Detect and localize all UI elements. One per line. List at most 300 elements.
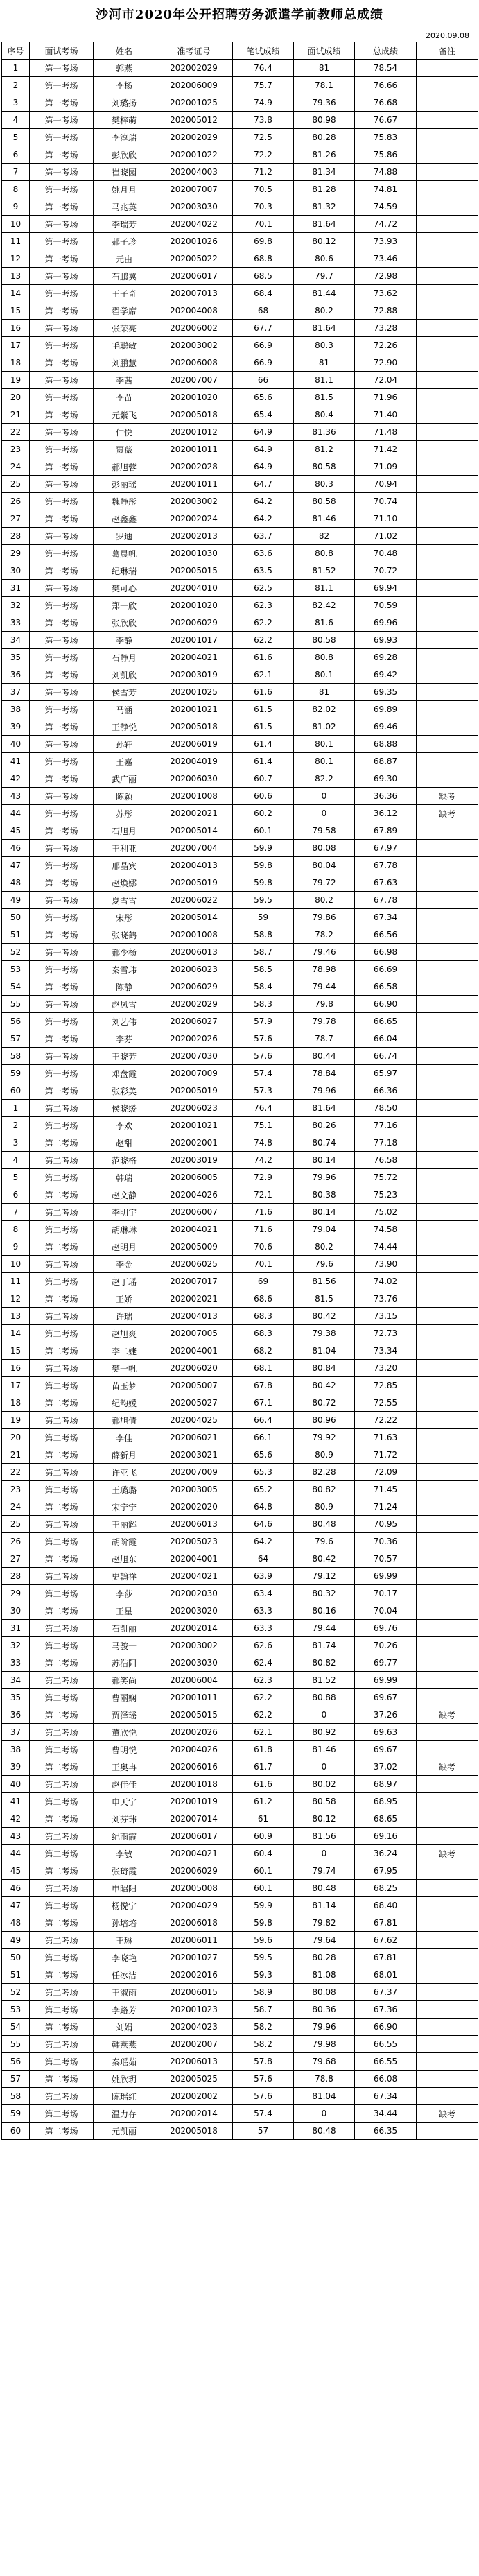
table-row bbox=[2, 1065, 478, 1082]
cell-total-score: 72.26 bbox=[355, 337, 417, 354]
cell-written-score: 66 bbox=[233, 372, 294, 389]
cell-room: 第二考场 bbox=[30, 1637, 94, 1654]
cell-ticket: 202004025 bbox=[155, 1412, 233, 1429]
cell-interview-score: 81.5 bbox=[294, 389, 355, 406]
cell-written-score: 58.2 bbox=[233, 2019, 294, 2036]
cell-written-score: 58.3 bbox=[233, 996, 294, 1013]
cell-remarks bbox=[417, 129, 478, 146]
cell-interview-score: 80.58 bbox=[294, 493, 355, 510]
cell-room: 第一考场 bbox=[30, 874, 94, 892]
cell-index: 2 bbox=[2, 77, 30, 94]
cell-room: 第一考场 bbox=[30, 233, 94, 250]
table-row bbox=[2, 233, 478, 250]
cell-remarks bbox=[417, 94, 478, 112]
cell-interview-score: 78.2 bbox=[294, 926, 355, 944]
cell-remarks bbox=[417, 1464, 478, 1481]
cell-written-score: 57.4 bbox=[233, 1065, 294, 1082]
cell-interview-score: 79.96 bbox=[294, 2019, 355, 2036]
cell-interview-score: 80.28 bbox=[294, 1949, 355, 1966]
cell-ticket: 202001030 bbox=[155, 545, 233, 562]
cell-remarks bbox=[417, 926, 478, 944]
cell-name: 纪韵媛 bbox=[94, 1394, 155, 1412]
cell-interview-score: 81.1 bbox=[294, 580, 355, 597]
cell-interview-score: 82.42 bbox=[294, 597, 355, 614]
cell-name: 李晓艳 bbox=[94, 1949, 155, 1966]
cell-ticket: 202002030 bbox=[155, 1585, 233, 1602]
cell-ticket: 202006009 bbox=[155, 77, 233, 94]
cell-name: 张荣亮 bbox=[94, 320, 155, 337]
cell-written-score: 72.1 bbox=[233, 1186, 294, 1204]
cell-room: 第二考场 bbox=[30, 1550, 94, 1568]
cell-interview-score: 80.14 bbox=[294, 1204, 355, 1221]
cell-written-score: 64.9 bbox=[233, 424, 294, 441]
cell-remarks bbox=[417, 476, 478, 493]
cell-index: 17 bbox=[2, 1377, 30, 1394]
cell-index: 22 bbox=[2, 1464, 30, 1481]
cell-total-score: 66.04 bbox=[355, 1030, 417, 1048]
header-written-score: 笔试成绩 bbox=[233, 42, 294, 60]
cell-name: 罗迪 bbox=[94, 528, 155, 545]
cell-name: 孙轩 bbox=[94, 736, 155, 753]
cell-written-score: 61.4 bbox=[233, 753, 294, 770]
cell-interview-score: 0 bbox=[294, 1758, 355, 1776]
cell-written-score: 76.4 bbox=[233, 1100, 294, 1117]
cell-interview-score: 82 bbox=[294, 528, 355, 545]
cell-room: 第二考场 bbox=[30, 2105, 94, 2123]
cell-ticket: 202005019 bbox=[155, 1082, 233, 1100]
table-row bbox=[2, 649, 478, 666]
cell-total-score: 68.40 bbox=[355, 1897, 417, 1914]
cell-name: 崔晓园 bbox=[94, 164, 155, 181]
cell-total-score: 74.88 bbox=[355, 164, 417, 181]
cell-room: 第一考场 bbox=[30, 718, 94, 736]
cell-remarks bbox=[417, 1065, 478, 1082]
cell-index: 58 bbox=[2, 2088, 30, 2105]
cell-written-score: 68.2 bbox=[233, 1342, 294, 1360]
cell-room: 第二考场 bbox=[30, 2019, 94, 2036]
cell-ticket: 202007009 bbox=[155, 1464, 233, 1481]
cell-index: 26 bbox=[2, 493, 30, 510]
cell-written-score: 62.2 bbox=[233, 1689, 294, 1706]
cell-remarks bbox=[417, 1100, 478, 1117]
cell-index: 57 bbox=[2, 1030, 30, 1048]
cell-room: 第一考场 bbox=[30, 736, 94, 753]
cell-interview-score: 79.6 bbox=[294, 1256, 355, 1273]
cell-written-score: 62.2 bbox=[233, 632, 294, 649]
cell-ticket: 202004029 bbox=[155, 1897, 233, 1914]
cell-total-score: 77.18 bbox=[355, 1134, 417, 1152]
cell-room: 第二考场 bbox=[30, 1984, 94, 2001]
cell-room: 第二考场 bbox=[30, 1498, 94, 1516]
cell-total-score: 72.85 bbox=[355, 1377, 417, 1394]
cell-remarks bbox=[417, 1325, 478, 1342]
cell-total-score: 69.99 bbox=[355, 1672, 417, 1689]
table-row bbox=[2, 198, 478, 216]
cell-name: 薛新月 bbox=[94, 1446, 155, 1464]
cell-remarks bbox=[417, 337, 478, 354]
cell-interview-score: 79.72 bbox=[294, 874, 355, 892]
table-row bbox=[2, 978, 478, 996]
cell-room: 第一考场 bbox=[30, 1030, 94, 1048]
cell-ticket: 202003019 bbox=[155, 666, 233, 684]
table-row bbox=[2, 580, 478, 597]
cell-room: 第二考场 bbox=[30, 1169, 94, 1186]
cell-ticket: 202006011 bbox=[155, 1932, 233, 1949]
cell-name: 元由 bbox=[94, 250, 155, 268]
cell-name: 元紫飞 bbox=[94, 406, 155, 424]
cell-ticket: 202005018 bbox=[155, 406, 233, 424]
table-row bbox=[2, 1984, 478, 2001]
cell-total-score: 73.15 bbox=[355, 1308, 417, 1325]
cell-ticket: 202006029 bbox=[155, 978, 233, 996]
table-row bbox=[2, 1880, 478, 1897]
cell-index: 12 bbox=[2, 1290, 30, 1308]
cell-index: 52 bbox=[2, 944, 30, 961]
cell-ticket: 202005018 bbox=[155, 2123, 233, 2140]
cell-index: 49 bbox=[2, 892, 30, 909]
cell-index: 25 bbox=[2, 476, 30, 493]
cell-ticket: 202001011 bbox=[155, 1689, 233, 1706]
cell-interview-score: 78.8 bbox=[294, 2071, 355, 2088]
table-row bbox=[2, 441, 478, 458]
cell-remarks bbox=[417, 2088, 478, 2105]
cell-ticket: 202005025 bbox=[155, 2071, 233, 2088]
cell-room: 第二考场 bbox=[30, 1117, 94, 1134]
cell-index: 1 bbox=[2, 1100, 30, 1117]
cell-index: 18 bbox=[2, 354, 30, 372]
cell-index: 40 bbox=[2, 736, 30, 753]
cell-room: 第二考场 bbox=[30, 1949, 94, 1966]
cell-name: 石旭月 bbox=[94, 822, 155, 840]
cell-written-score: 59.8 bbox=[233, 1914, 294, 1932]
cell-total-score: 66.35 bbox=[355, 2123, 417, 2140]
cell-interview-score: 81.36 bbox=[294, 424, 355, 441]
table-row bbox=[2, 1342, 478, 1360]
cell-total-score: 67.97 bbox=[355, 840, 417, 857]
cell-room: 第一考场 bbox=[30, 528, 94, 545]
cell-name: 侯晓缓 bbox=[94, 1100, 155, 1117]
cell-index: 11 bbox=[2, 233, 30, 250]
cell-interview-score: 80.82 bbox=[294, 1654, 355, 1672]
cell-written-score: 57.6 bbox=[233, 2071, 294, 2088]
cell-total-score: 68.65 bbox=[355, 1810, 417, 1828]
cell-interview-score: 81.74 bbox=[294, 1637, 355, 1654]
cell-index: 60 bbox=[2, 2123, 30, 2140]
cell-index: 54 bbox=[2, 978, 30, 996]
table-row bbox=[2, 268, 478, 285]
cell-room: 第一考场 bbox=[30, 1065, 94, 1082]
cell-room: 第一考场 bbox=[30, 684, 94, 701]
cell-total-score: 68.87 bbox=[355, 753, 417, 770]
cell-written-score: 58.4 bbox=[233, 978, 294, 996]
cell-total-score: 69.77 bbox=[355, 1654, 417, 1672]
table-row bbox=[2, 510, 478, 528]
cell-index: 10 bbox=[2, 216, 30, 233]
cell-room: 第一考场 bbox=[30, 112, 94, 129]
cell-written-score: 66.1 bbox=[233, 1429, 294, 1446]
cell-total-score: 66.55 bbox=[355, 2053, 417, 2071]
cell-ticket: 202004021 bbox=[155, 1845, 233, 1862]
cell-written-score: 61.6 bbox=[233, 1776, 294, 1793]
cell-name: 樊梓萌 bbox=[94, 112, 155, 129]
cell-written-score: 74.9 bbox=[233, 94, 294, 112]
cell-interview-score: 78.1 bbox=[294, 77, 355, 94]
cell-written-score: 64.8 bbox=[233, 1498, 294, 1516]
cell-remarks bbox=[417, 1152, 478, 1169]
cell-ticket: 202006030 bbox=[155, 770, 233, 788]
cell-written-score: 67.1 bbox=[233, 1394, 294, 1412]
cell-room: 第一考场 bbox=[30, 164, 94, 181]
cell-room: 第二考场 bbox=[30, 1325, 94, 1342]
cell-interview-score: 79.68 bbox=[294, 2053, 355, 2071]
cell-written-score: 60.1 bbox=[233, 822, 294, 840]
cell-remarks bbox=[417, 1880, 478, 1897]
table-row bbox=[2, 1550, 478, 1568]
cell-interview-score: 80.58 bbox=[294, 458, 355, 476]
cell-total-score: 67.63 bbox=[355, 874, 417, 892]
header-ticket: 准考证号 bbox=[155, 42, 233, 60]
table-row bbox=[2, 406, 478, 424]
cell-ticket: 202006018 bbox=[155, 1914, 233, 1932]
cell-room: 第二考场 bbox=[30, 1273, 94, 1290]
cell-remarks: 缺考 bbox=[417, 788, 478, 805]
table-row bbox=[2, 1481, 478, 1498]
cell-total-score: 73.20 bbox=[355, 1360, 417, 1377]
cell-ticket: 202002007 bbox=[155, 2036, 233, 2053]
cell-ticket: 202006017 bbox=[155, 1828, 233, 1845]
cell-total-score: 69.46 bbox=[355, 718, 417, 736]
cell-written-score: 62.2 bbox=[233, 614, 294, 632]
cell-written-score: 59.3 bbox=[233, 1966, 294, 1984]
cell-name: 李瑞芳 bbox=[94, 216, 155, 233]
cell-interview-score: 81.04 bbox=[294, 2088, 355, 2105]
cell-name: 韩瑞 bbox=[94, 1169, 155, 1186]
cell-written-score: 60.2 bbox=[233, 805, 294, 822]
table-row bbox=[2, 1325, 478, 1342]
cell-interview-score: 79.8 bbox=[294, 996, 355, 1013]
cell-ticket: 202003002 bbox=[155, 493, 233, 510]
cell-total-score: 74.72 bbox=[355, 216, 417, 233]
cell-total-score: 74.59 bbox=[355, 198, 417, 216]
cell-written-score: 58.8 bbox=[233, 926, 294, 944]
cell-room: 第一考场 bbox=[30, 354, 94, 372]
cell-room: 第二考场 bbox=[30, 1845, 94, 1862]
cell-name: 任冰洁 bbox=[94, 1966, 155, 1984]
cell-total-score: 70.48 bbox=[355, 545, 417, 562]
cell-ticket: 202002014 bbox=[155, 2105, 233, 2123]
cell-total-score: 67.95 bbox=[355, 1862, 417, 1880]
cell-interview-score: 80.2 bbox=[294, 892, 355, 909]
table-row bbox=[2, 788, 478, 805]
cell-index: 33 bbox=[2, 1654, 30, 1672]
cell-written-score: 58.7 bbox=[233, 944, 294, 961]
cell-interview-score: 81 bbox=[294, 354, 355, 372]
cell-remarks bbox=[417, 1273, 478, 1290]
cell-name: 贾薇 bbox=[94, 441, 155, 458]
cell-total-score: 69.99 bbox=[355, 1568, 417, 1585]
cell-total-score: 69.67 bbox=[355, 1689, 417, 1706]
cell-name: 赵焕娜 bbox=[94, 874, 155, 892]
table-row bbox=[2, 909, 478, 926]
cell-index: 32 bbox=[2, 597, 30, 614]
cell-index: 41 bbox=[2, 753, 30, 770]
cell-room: 第一考场 bbox=[30, 892, 94, 909]
table-row bbox=[2, 1620, 478, 1637]
table-row bbox=[2, 562, 478, 580]
cell-name: 赵佳佳 bbox=[94, 1776, 155, 1793]
cell-remarks bbox=[417, 77, 478, 94]
cell-total-score: 74.44 bbox=[355, 1238, 417, 1256]
cell-remarks bbox=[417, 1498, 478, 1516]
cell-room: 第二考场 bbox=[30, 1152, 94, 1169]
cell-written-score: 63.9 bbox=[233, 1568, 294, 1585]
cell-remarks: 缺考 bbox=[417, 1706, 478, 1724]
cell-total-score: 75.86 bbox=[355, 146, 417, 164]
cell-name: 李佳 bbox=[94, 1429, 155, 1446]
cell-total-score: 70.95 bbox=[355, 1516, 417, 1533]
cell-index: 3 bbox=[2, 1134, 30, 1152]
cell-room: 第一考场 bbox=[30, 996, 94, 1013]
table-row bbox=[2, 1914, 478, 1932]
cell-name: 王星 bbox=[94, 1602, 155, 1620]
cell-room: 第二考场 bbox=[30, 2053, 94, 2071]
cell-total-score: 67.89 bbox=[355, 822, 417, 840]
cell-interview-score: 80.8 bbox=[294, 649, 355, 666]
cell-remarks bbox=[417, 1672, 478, 1689]
table-row bbox=[2, 1498, 478, 1516]
cell-written-score: 60.9 bbox=[233, 1828, 294, 1845]
cell-name: 张琦霞 bbox=[94, 1862, 155, 1880]
table-row bbox=[2, 77, 478, 94]
cell-remarks bbox=[417, 1308, 478, 1325]
cell-written-score: 59.9 bbox=[233, 840, 294, 857]
cell-interview-score: 81.5 bbox=[294, 1290, 355, 1308]
cell-index: 6 bbox=[2, 1186, 30, 1204]
table-row bbox=[2, 857, 478, 874]
cell-remarks bbox=[417, 1585, 478, 1602]
cell-room: 第一考场 bbox=[30, 389, 94, 406]
cell-written-score: 59.6 bbox=[233, 1932, 294, 1949]
cell-ticket: 202001022 bbox=[155, 146, 233, 164]
cell-total-score: 70.04 bbox=[355, 1602, 417, 1620]
cell-remarks bbox=[417, 1082, 478, 1100]
cell-name: 杨悦宁 bbox=[94, 1897, 155, 1914]
cell-remarks bbox=[417, 1256, 478, 1273]
cell-name: 宋宁宁 bbox=[94, 1498, 155, 1516]
cell-name: 赵文静 bbox=[94, 1186, 155, 1204]
cell-ticket: 202006023 bbox=[155, 1100, 233, 1117]
cell-ticket: 202001025 bbox=[155, 684, 233, 701]
cell-ticket: 202002021 bbox=[155, 1290, 233, 1308]
cell-written-score: 62.4 bbox=[233, 1654, 294, 1672]
cell-ticket: 202005018 bbox=[155, 718, 233, 736]
cell-interview-score: 80.26 bbox=[294, 1117, 355, 1134]
cell-ticket: 202006025 bbox=[155, 1256, 233, 1273]
cell-ticket: 202002013 bbox=[155, 528, 233, 545]
cell-written-score: 71.2 bbox=[233, 164, 294, 181]
cell-total-score: 69.93 bbox=[355, 632, 417, 649]
cell-interview-score: 80.3 bbox=[294, 337, 355, 354]
cell-name: 李苗 bbox=[94, 389, 155, 406]
cell-remarks bbox=[417, 1013, 478, 1030]
cell-index: 51 bbox=[2, 1966, 30, 1984]
cell-total-score: 67.34 bbox=[355, 2088, 417, 2105]
table-row bbox=[2, 1793, 478, 1810]
cell-total-score: 71.10 bbox=[355, 510, 417, 528]
cell-ticket: 202005022 bbox=[155, 250, 233, 268]
cell-name: 王丽辉 bbox=[94, 1516, 155, 1533]
cell-room: 第一考场 bbox=[30, 198, 94, 216]
table-row bbox=[2, 1429, 478, 1446]
cell-remarks bbox=[417, 961, 478, 978]
cell-total-score: 75.23 bbox=[355, 1186, 417, 1204]
cell-remarks bbox=[417, 320, 478, 337]
table-row bbox=[2, 1637, 478, 1654]
cell-index: 19 bbox=[2, 372, 30, 389]
cell-ticket: 202005027 bbox=[155, 1394, 233, 1412]
cell-index: 36 bbox=[2, 666, 30, 684]
cell-total-score: 70.59 bbox=[355, 597, 417, 614]
cell-name: 温力存 bbox=[94, 2105, 155, 2123]
cell-total-score: 71.72 bbox=[355, 1446, 417, 1464]
cell-index: 21 bbox=[2, 1446, 30, 1464]
cell-written-score: 61.6 bbox=[233, 684, 294, 701]
cell-index: 6 bbox=[2, 146, 30, 164]
cell-ticket: 202007007 bbox=[155, 181, 233, 198]
cell-remarks bbox=[417, 1134, 478, 1152]
cell-room: 第一考场 bbox=[30, 753, 94, 770]
cell-index: 13 bbox=[2, 268, 30, 285]
cell-room: 第二考场 bbox=[30, 1290, 94, 1308]
cell-written-score: 63.3 bbox=[233, 1620, 294, 1637]
cell-written-score: 63.5 bbox=[233, 562, 294, 580]
cell-index: 2 bbox=[2, 1117, 30, 1134]
cell-total-score: 66.74 bbox=[355, 1048, 417, 1065]
cell-ticket: 202004026 bbox=[155, 1186, 233, 1204]
table-row bbox=[2, 1689, 478, 1706]
cell-remarks bbox=[417, 1654, 478, 1672]
table-row bbox=[2, 736, 478, 753]
cell-total-score: 67.78 bbox=[355, 857, 417, 874]
cell-room: 第二考场 bbox=[30, 1672, 94, 1689]
cell-written-score: 64.9 bbox=[233, 458, 294, 476]
cell-name: 元凯丽 bbox=[94, 2123, 155, 2140]
cell-interview-score: 79.98 bbox=[294, 2036, 355, 2053]
table-row bbox=[2, 1204, 478, 1221]
cell-room: 第二考场 bbox=[30, 1758, 94, 1776]
cell-remarks bbox=[417, 770, 478, 788]
cell-index: 4 bbox=[2, 1152, 30, 1169]
cell-name: 王利亚 bbox=[94, 840, 155, 857]
cell-name: 刘璐扬 bbox=[94, 94, 155, 112]
cell-remarks bbox=[417, 389, 478, 406]
cell-ticket: 202002020 bbox=[155, 1498, 233, 1516]
table-row bbox=[2, 1810, 478, 1828]
cell-written-score: 63.4 bbox=[233, 1585, 294, 1602]
cell-ticket: 202002002 bbox=[155, 2088, 233, 2105]
cell-interview-score: 80.02 bbox=[294, 1776, 355, 1793]
cell-name: 王娇 bbox=[94, 1290, 155, 1308]
cell-room: 第二考场 bbox=[30, 1412, 94, 1429]
cell-interview-score: 80.42 bbox=[294, 1550, 355, 1568]
cell-remarks bbox=[417, 2071, 478, 2088]
cell-interview-score: 80.8 bbox=[294, 545, 355, 562]
cell-room: 第一考场 bbox=[30, 129, 94, 146]
cell-total-score: 71.40 bbox=[355, 406, 417, 424]
cell-written-score: 63.6 bbox=[233, 545, 294, 562]
cell-index: 28 bbox=[2, 528, 30, 545]
cell-name: 邓盘霞 bbox=[94, 1065, 155, 1082]
